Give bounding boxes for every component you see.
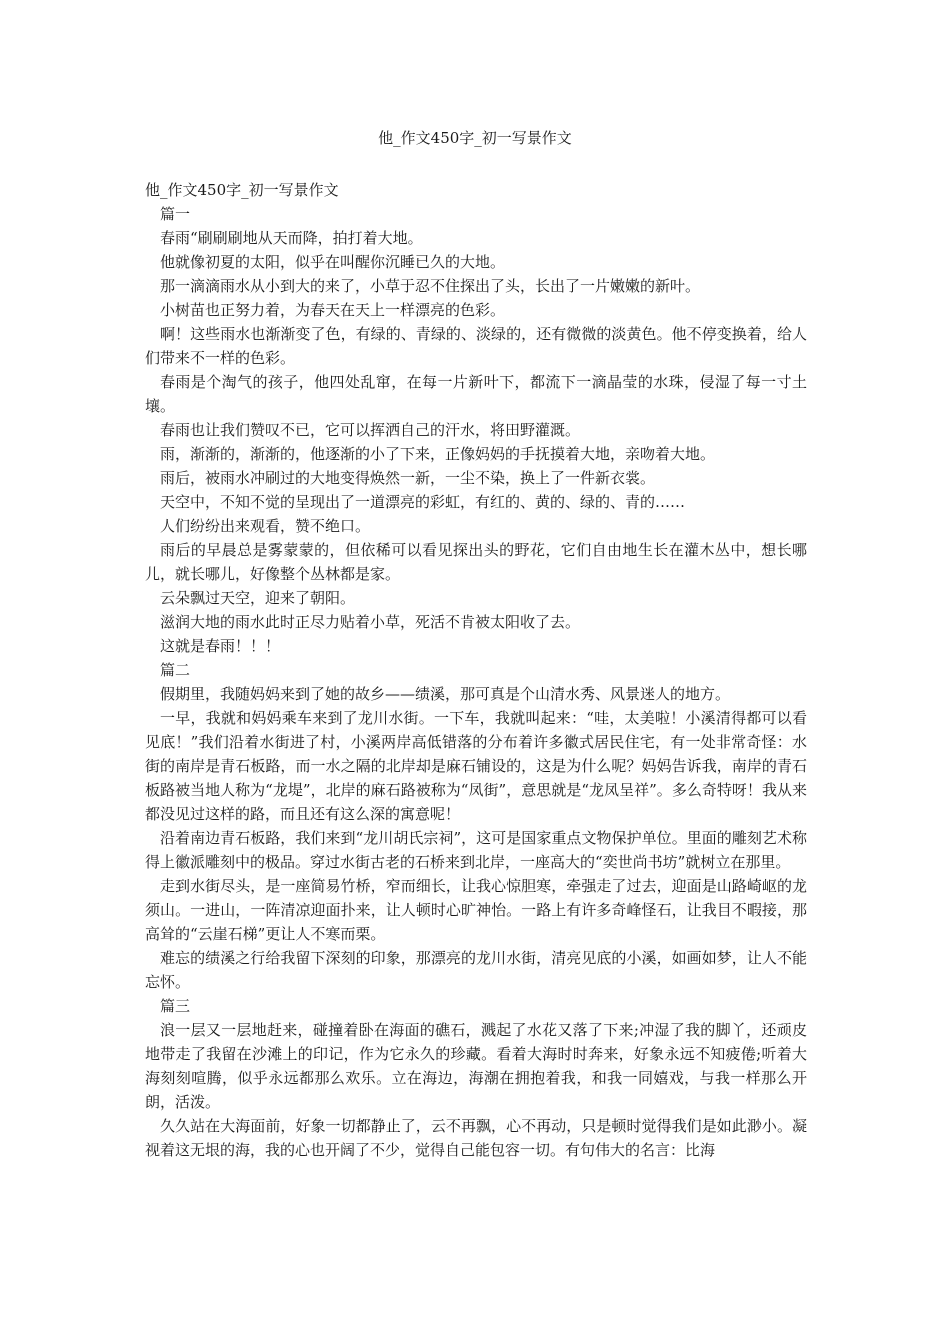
paragraph: 云朵飘过天空，迎来了朝阳。 xyxy=(160,589,356,607)
paragraph: 久久站在大海面前，好象一切都静止了，云不再飘，心不再动，只是顿时觉得我们是如此渺小。凝视着这无垠的海，我的心也开阔了不少，觉得自己能包容一切。有句伟大的名言：比海 xyxy=(145,1117,807,1159)
section-heading: 篇一 xyxy=(160,205,191,223)
paragraph: 春雨“刷刷刷地从天而降，拍打着大地。 xyxy=(160,229,423,247)
document-heading: 他_作文450字_初一写景作文 xyxy=(145,181,339,199)
paragraph: 假期里，我随妈妈来到了她的故乡——绩溪，那可真是个山清水秀、风景迷人的地方。 xyxy=(160,685,731,703)
paragraph: 走到水街尽头，是一座简易竹桥，窄而细长，让我心惊胆寒，牵强走了过去，迎面是山路崎岖的龙须山。一进山，一阵清凉迎面扑来，让人顿时心旷神怡。一路上有许多奇峰怪石，让我目不暇接，那高耸的“云崖石梯”更让人不寒而栗。 xyxy=(145,877,807,943)
paragraph: 滋润大地的雨水此时正尽力贴着小草，死活不肯被太阳收了去。 xyxy=(160,613,581,631)
paragraph: 人们纷纷出来观看，赞不绝口。 xyxy=(160,517,371,535)
paragraph: 雨后，被雨水冲刷过的大地变得焕然一新，一尘不染，换上了一件新衣裳。 xyxy=(160,469,656,487)
paragraph: 那一滴滴雨水从小到大的来了，小草于忍不住探出了头，长出了一片嫩嫩的新叶。 xyxy=(160,277,701,295)
paragraph: 天空中，不知不觉的呈现出了一道漂亮的彩虹，有红的、黄的、绿的、青的…… xyxy=(160,493,686,511)
document-title: 他_作文450字_初一写景作文 xyxy=(378,129,572,147)
paragraph: 一早，我就和妈妈乘车来到了龙川水街。一下车，我就叫起来：“哇，太美啦！小溪清得都可以看见底！”我们沿着水街进了村，小溪两岸高低错落的分布着许多徽式居民住宅，有一处非常奇怪：水街的南岸是青石板路，而一水之隔的北岸却是麻石铺设的，这是为什么呢？妈妈告诉我，南岸的青石板路被当地人称为“龙堤”，北岸的麻石路被称为“凤街”，意思就是“龙凤呈祥”。多么奇特呀！我从来都没见过这样的路，而且还有这么深的寓意呢！ xyxy=(145,709,807,823)
paragraph: 雨，渐渐的，渐渐的，他逐渐的小了下来，正像妈妈的手抚摸着大地，亲吻着大地。 xyxy=(160,445,716,463)
paragraph: 他就像初夏的太阳，似乎在叫醒你沉睡已久的大地。 xyxy=(160,253,506,271)
paragraph: 春雨也让我们赞叹不已，它可以挥洒自己的汗水，将田野灌溉。 xyxy=(160,421,581,439)
section-heading: 篇二 xyxy=(160,661,191,679)
paragraph: 春雨是个淘气的孩子，他四处乱窜，在每一片新叶下，都流下一滴晶莹的水珠，侵湿了每一寸土壤。 xyxy=(145,373,807,415)
document-body xyxy=(145,178,807,1162)
section-heading: 篇三 xyxy=(160,997,191,1015)
paragraph: 雨后的早晨总是雾蒙蒙的，但依稀可以看见探出头的野花，它们自由地生长在灌木丛中，想长哪儿，就长哪儿，好像整个丛林都是家。 xyxy=(145,541,807,583)
paragraph: 小树苗也正努力着，为春天在天上一样漂亮的色彩。 xyxy=(160,301,506,319)
paragraph: 难忘的绩溪之行给我留下深刻的印象，那漂亮的龙川水街，清亮见底的小溪，如画如梦，让人不能忘怀。 xyxy=(145,949,807,991)
paragraph: 这就是春雨！！！ xyxy=(160,637,281,655)
paragraph: 沿着南边青石板路，我们来到“龙川胡氏宗祠”，这可是国家重点文物保护单位。里面的雕刻艺术称得上徽派雕刻中的极品。穿过水街古老的石桥来到北岸，一座高大的“奕世尚书坊”就树立在那里。 xyxy=(145,829,807,871)
paragraph: 浪一层又一层地赶来，碰撞着卧在海面的礁石，溅起了水花又落了下来;冲湿了我的脚丫，还顽皮地带走了我留在沙滩上的印记，作为它永久的珍藏。看着大海时时奔来，好象永远不知疲倦;听着大海刻刻喧腾，似乎永远都那么欢乐。立在海边，海潮在拥抱着我，和我一同嬉戏，与我一样那么开朗，活泼。 xyxy=(145,1021,807,1111)
paragraph: 啊！这些雨水也渐渐变了色，有绿的、青绿的、淡绿的，还有微微的淡黄色。他不停变换着，给人们带来不一样的色彩。 xyxy=(145,325,807,367)
